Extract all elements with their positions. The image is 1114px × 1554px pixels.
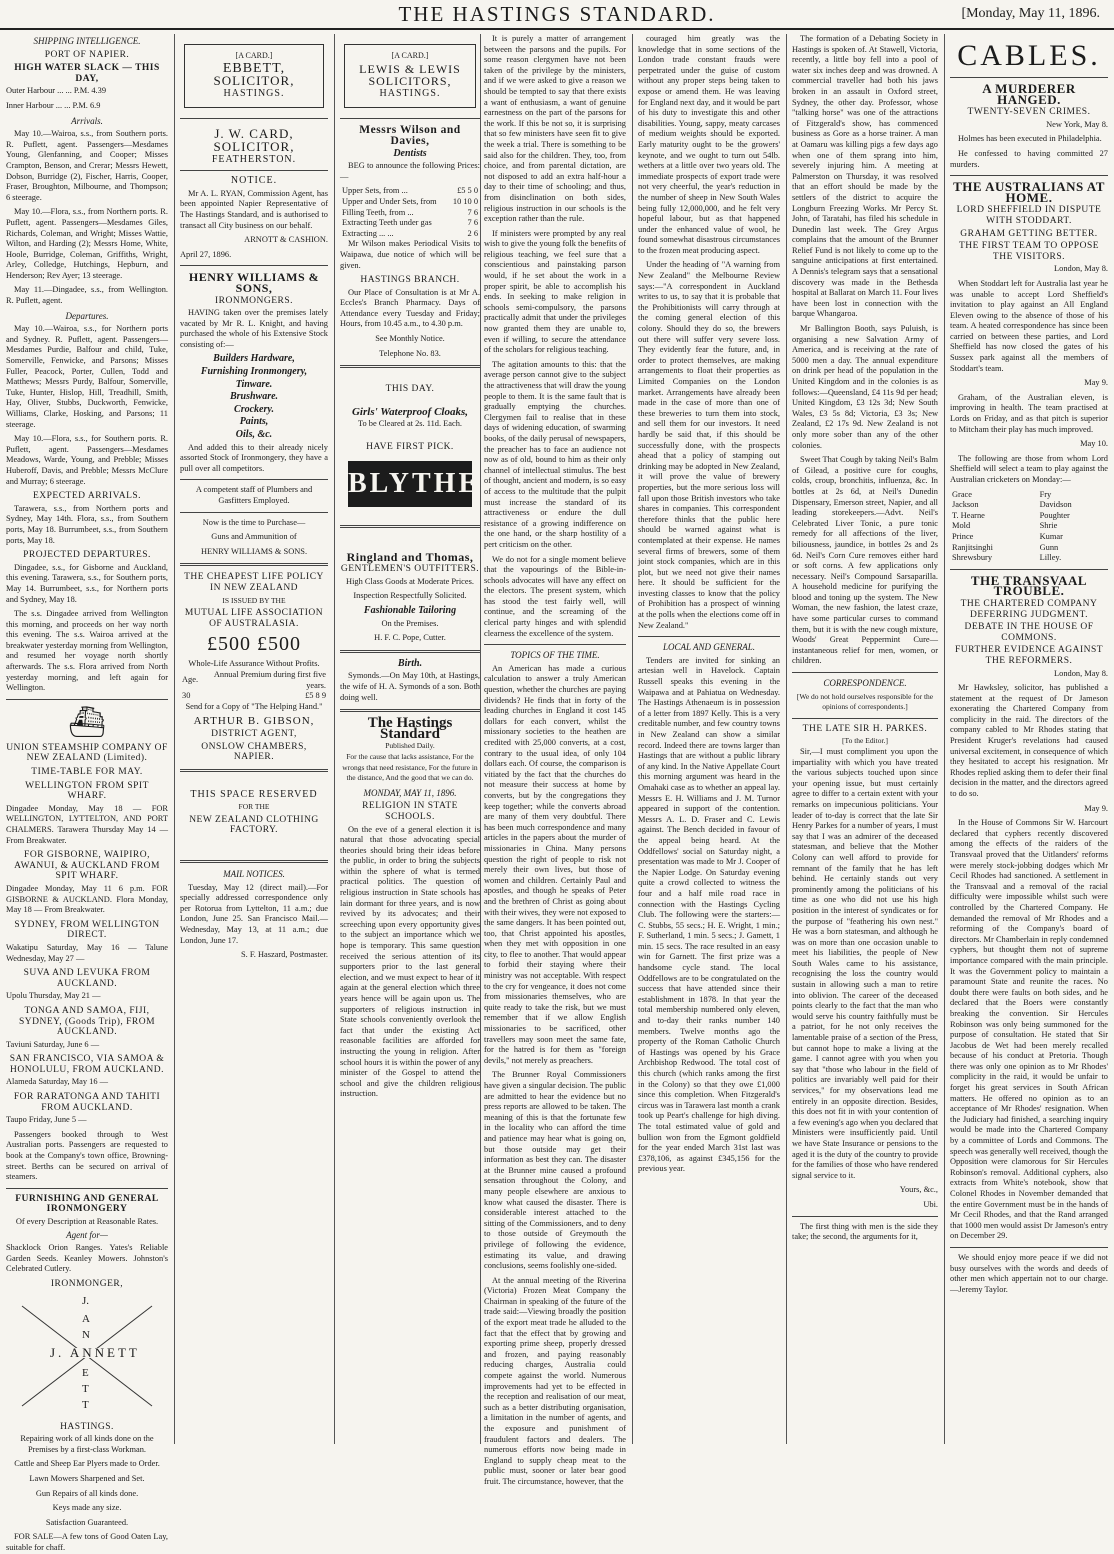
premium-table <box>180 670 328 702</box>
projected-body: Dingadee, s.s., for Gisborne and Auckland, this evening. Tarawera, s.s., for Southern ports, May 14. Burrumbeet, s.s., for Northern ports and Sydney, May 18. <box>6 562 168 604</box>
news-paragraph: Sweet That Cough by taking Neil's Balm of Gilead, a positive cure for coughs, colds, croup, bronchitis, influenza, &c. In bottles at 2s 6d, at Neil's Dunedin Dispensary, Emerson street, Napier, and all leading storekeepers.—Advt. Neil's Celebrated Liver Tonic, a pure tonic remedy for all affections of the liver, biliousness, jaundice, in bottles 2s and 2s 6d. Neil's Corn Cure removes either hard or soft corns. A few applications only necessary. Neil's Compound Sarsaparilla. A household medicine for purifying the blood and toning up the system. The New Woman, the new fashion, the latest craze, have some particular curses to command them, but it is with the new cough mixture, Woods' Great Peppermint Cure—instantaneous relief for men, women, or children. <box>792 455 938 666</box>
logo-letter: J. <box>82 1294 90 1307</box>
route-heading: SUVA AND LEVUKA FROM AUCKLAND. <box>23 968 151 989</box>
hw-guns: Guns and Ammunition of <box>211 532 297 542</box>
editorial-paragraph: We do not for a single moment believe that the vapourings of the Bible-in-schools advocates will have any effect on the electors. The present system, which has stood the test fairly well, will continue, and the screaming of the clerical party hinges and with splendid clearness the excellence of the system. <box>484 554 626 638</box>
hw-item: Builders Hardware, <box>213 353 295 365</box>
divider <box>792 1216 938 1217</box>
table-cell: £5 8 9 <box>305 691 326 701</box>
murder-heading: A MURDERER HANGED. <box>982 81 1076 107</box>
notice-date: April 27, 1896. <box>180 249 232 259</box>
divider <box>950 569 1108 570</box>
arrivals-heading: Arrivals. <box>71 115 103 126</box>
table-cell: Extracting ... ... <box>342 228 394 238</box>
divider <box>340 365 480 368</box>
correspondence-note: [We do not hold ourselves responsible for the opinions of correspondents.] <box>796 691 934 712</box>
table-cell: Upper Sets, from ... <box>342 186 408 196</box>
dentist-heading: Messrs Wilson and Davies, <box>359 124 461 147</box>
divider <box>180 479 328 480</box>
reserved-for: FOR THE <box>238 802 270 812</box>
topics-paragraph: An American has made a curious calculation to answer a truly American question, whether the churches are paying dividends? He finds that in forty of the leading churches in England it cost 145 dollars for each convert, whilst the missionary societies to the heathen are credited with 25,000 converts, at a cost, contrary to the usual idea, of only 104 dollars each. Of course, the comparison is vitiated by the fact that the churches do not measure their success at home by converts, but by the congregations they keep together; while the converts abroad are many of them very doubtful. There has been much correspondence and many articles in the papers about the murder of missionaries in China. Many persons question the right of people to risk not merely their own lives, but those of women and children. Certainly Paul and apostles, and though he speaks of Peter and the brethren of Christ as going about with their wives, they were not exposed to the same dangers. It has been pointed out, too, that Christ appointed his apostles, when they met with opposition in one city, to flee to another. That would appear to forbid their staying where their ministry was not acceptable. With respect to the cry for vengeance, it does not come from missionaries themselves, who are quite ready to take the risk, but we must remember that if we allow English missionaries to be sacrificed, other travellers may soon meet the same fate, for the hatred is for them as "foreign devils," not merely as preachers. <box>484 663 626 1065</box>
ringland-cutter: H. F. C. Pope, Cutter. <box>374 633 446 643</box>
birth-heading: Birth. <box>397 657 423 669</box>
card-place: HASTINGS. <box>379 87 441 99</box>
birth-body: Symonds.—On May 10th, at Hastings, the wife of H. A. Symonds of a son. Both doing well. <box>340 671 480 702</box>
logo-letter: N <box>82 1328 90 1341</box>
table-row <box>950 511 1108 522</box>
table-cell: 7 6 <box>467 218 478 228</box>
news-paragraph: The formation of a Debating Society in Hastings is spoken of. At Stawell, Victoria, recently, a little boy fell into a pool of water six inches deep and was drowned. A commercial traveller had both his jaws broken in an assault in Oxford street, Sydney, the other day. Professor, whose "talking horse" was one of the attractions of Fitzgerald's show, has commenced business as Gore as a horse trainer. A man at Oamaru was killing pigs a few days ago when one of them sprang into him, severely injuring him. A meeting at Palmerston on Thursday, it was resolved that an effort should be made by the settlers of the district to acquire the Longburn Freezing Works. Mr Percy St. John, of Taratahi, has filed his schedule in Dunedin last week. The Grey Argus complains that the amount of the Brunner Relief Fund is not likely to come up to the sanguine anticipations at first entertained. A Dennis's telegram says that a sensational discovery was made in the Bethesda hospital at Ballarat on March 11. Four lives have been lost in connection with the barque Whangaroa. <box>792 34 938 319</box>
furnishing-sub: Of every Description at Reasonable Rates. <box>15 1217 159 1226</box>
column-advertisements <box>176 34 332 1444</box>
agent-list: Shacklock Orion Ranges. Yates's Reliable Garden Seeds. Keanley Mowers. Johnston's Celebrated Cutlery. <box>6 1243 168 1274</box>
branch-phone: Telephone No. 83. <box>379 348 441 358</box>
card-tag: [A CARD.] <box>235 51 273 60</box>
player-name: Lilley. <box>1039 553 1062 563</box>
dateline: May 10. <box>1080 439 1108 449</box>
hw-guns-name: HENRY WILLIAMS & SONS. <box>200 546 308 556</box>
arrival-item: May 11.—Dingadee, s.s., from Wellington. R. Puflett, agent. <box>6 285 168 306</box>
section-heading: SHIPPING INTELLIGENCE. <box>33 36 141 46</box>
editorial-heading: RELIGION IN STATE SCHOOLS. <box>362 801 458 822</box>
gibson-name: ARTHUR B. GIBSON, <box>193 715 315 728</box>
cable-paragraph: In the House of Commons Sir W. Harcourt declared that cyphers recently discovered among the effects of the raiders of the Transvaal proved that the Uitlanders' reforms were merely stock-jobbing dodges which Mr Cecil Rhodes had sanctioned. A settlement in the Transvaal and a removal of the racial difficulty were impossible whilst such were controlled by the Chartered Company. He demanded the removal of Mr Rhodes and a reforming of the Company's board of directors. Mr Chamberlain in reply condemned cyphers, but thought them not of supreme importance compared with the main principle. It was the Government policy to maintain a paramount State and reunite the races. No doubt there were faults on both sides, and he declared that the Boers were constantly breaking the convention. Sir Hercules Robinson was only being summoned for the purpose of consultation. He stated that Sir Jacobus de Wet had been merely recalled because of his conduct at Pretoria. Though there was only one opinion as to Mr Rhodes' complicity in the raid, it would be unfair to forget his great services in South African matters. He offered no opinion as to an acceptance of Mr Rhodes' resignation. When the Judiciary had finished, a searching inquiry would be made into the Chartered Company by a committee of Lords and Commons. The speech was generally well received, though the Opposition were clamorous for Sir Hercules Robinson's removal. Additional cyphers, also extracts from White's notebook, show that Colonel Rhodes in November demanded that the entire Government must be in the hands of Mr Cecil Rhodes, and that the Rand arranged that 1000 men would assist Dr Jameson's entry on December 29. <box>950 818 1108 1241</box>
reserved-name: NEW ZEALAND CLOTHING FACTORY. <box>189 814 319 836</box>
letter-signature-name: Ubi. <box>923 1199 938 1209</box>
service-line: Keys made any size. <box>52 1503 122 1513</box>
dentist-subheading: Dentists <box>393 147 427 159</box>
shipping-note: The s.s. Dingadee arrived from Wellington this morning, and proceeds on her way north this evening. The s.s. Wairoa arrived at the breakwater yesterday morning from Wellington, and resumed her voyage north shortly afterwards. The s.s. Flora arrived from North yesterday morning, and left again for Wellington. <box>6 609 168 693</box>
annett-cross-logo <box>12 1296 162 1416</box>
letter-to: [To the Editor.] <box>842 736 888 746</box>
route-rows: Taupo Friday, June 5 — <box>6 1115 87 1125</box>
route-heading: FOR GISBORNE, WAIPIRO, AWANUI, & AUCKLAND FROM SPIT WHARF. <box>14 850 160 882</box>
column-advertisements-2 <box>336 34 499 1444</box>
dateline: London, May 8. <box>1054 668 1108 678</box>
ringland-body: High Class Goods at Moderate Prices. <box>346 576 474 586</box>
divider <box>792 672 938 673</box>
cable-paragraph: Graham, of the Australian eleven, is improving in health. The team practised at Lords on Friday, and as that pitch is superior to Mitcham their play has much improved. <box>950 392 1108 434</box>
player-name: Mold <box>952 521 971 531</box>
departures-heading: Departures. <box>65 310 109 321</box>
service-line: Satisfaction Guaranteed. <box>45 1517 129 1527</box>
divider <box>484 644 626 645</box>
lewis-card <box>344 44 476 108</box>
cable-paragraph: Mr Hawksley, solicitor, has published a statement at the request of Dr Jameson exonerating the Chartered Company from complicity in the raid. The directors of the company cabled to Mr Rhodes stating that President Kruger's revelations had caused universal excitement, in consequence of which they hesitated to accept his resignation. Mr Rhodes replied asking them to defer their final decision in the matter, and the directors agreed to do so. <box>950 683 1108 799</box>
transvaal-heading: THE TRANSVAAL TROUBLE. <box>970 572 1088 599</box>
news-paragraph: couraged him greatly was the knowledge that in some sections of the London trade constant frauds were perpetrated under the guise of custom without any proper steps being taken to expose or amend them. He was leaving for England next day, and it would be part of his duty to investigate this and other disabilities. Young, sappy, meaty carcases of medium weights should be exported. Early maturity ought to be the growers' keynote, and we ought to turn out 54lb. wethers at a little over two years old. The immediate prospects of export trade were not very cheerful, the year's reduction in the number of sheep in New South Wales being fully 12,000,000, and he felt very hopeful labour, but as that happened under the enhanced value of wool, he found somewhat disastrous circumstances to the frozen meat producing aspect. <box>638 34 780 255</box>
card-tag: [A CARD.] <box>391 51 429 60</box>
column-editorial <box>480 34 630 1486</box>
expected-heading: EXPECTED ARRIVALS. <box>32 491 142 502</box>
dateline: London, May 8. <box>1054 264 1108 274</box>
dateline: May 9. <box>1084 378 1108 388</box>
departure-item: May 10.—Flora, s.s., for Southern ports. R. Puflett, agent. Passengers—Mesdames Meadows, Warde, Young, and Prebble; Misses Huberoff, Davis, and Prebble; Messrs McClure and Murray; 6 steerage. <box>6 434 168 486</box>
hw-item: Tinware. <box>235 378 273 390</box>
reserved-heading: THIS SPACE RESERVED <box>190 788 318 800</box>
table-row <box>950 543 1108 554</box>
life-company: MUTUAL LIFE ASSOCIATION OF AUSTRALASIA. <box>184 608 324 629</box>
editorial-body: On the eve of a general election it is natural that those advocating special theories should bring their ideas before the public, in order to bring the subjects within the sphere of what is termed practical politics. The question of religious instruction in State schools has lain dormant for three years, and is now revived by its advocates; and their screeching upon every opportunity gives to the subject an importance which we hope is temporary. This same question received the serious attention of its supporters prior to the last general election, and we must expect to hear of it again at the general election which three years hence will be again upon us. The supporters of religious instruction in State schools conveniently overlook the fact that under the existing Act reasonable facilities are afforded for instructing the young in religion. After school hours it is within the power of any minister of the Gospel to attend the school and give the children religious instruction. <box>340 824 480 1099</box>
dateline: May 9. <box>1084 803 1108 813</box>
table-cell: Extracting Teeth under gas <box>342 218 432 228</box>
table-cell: Filling Teeth, from ... <box>342 207 414 217</box>
notice-heading: NOTICE. <box>230 175 278 187</box>
section-subheading: PORT OF NAPIER. <box>44 49 130 60</box>
gibson-role: DISTRICT AGENT, <box>211 728 297 739</box>
column-cables <box>946 34 1112 1444</box>
logo-letter: T <box>82 1382 89 1395</box>
divider <box>950 1247 1108 1248</box>
player-name: Ranjitsinghi <box>952 542 993 552</box>
route-rows: Dingadee Monday, May 18 — FOR WELLINGTON, LYTTELTON, AND PORT CHALMERS. Tarawera Thursday May 14 — From Breakwater. <box>6 803 168 845</box>
tide-outer: Outer Harbour ... ... P.M. 4.39 <box>6 86 107 96</box>
table-row <box>340 218 480 229</box>
ringland-premises: On the Premises. <box>381 618 439 628</box>
card-name: J. W. CARD, <box>214 126 294 142</box>
divider <box>180 512 328 513</box>
card-name: LEWIS & LEWIS <box>359 61 461 76</box>
transvaal-sub: DEBATE IN THE HOUSE OF COMMONS. <box>964 622 1094 643</box>
service-line: Cattle and Sheep Ear Plyers made to Order. <box>14 1459 160 1469</box>
life-send: Send for a Copy of "The Helping Hand." <box>185 701 323 711</box>
route-rows: Taviuni Saturday, June 6 — <box>6 1039 100 1049</box>
hw-item: Oils, &c. <box>235 429 273 441</box>
local-paragraph: Tenders are invited for sinking an artesian well in Havelock. Captain Russell speaks this evening in the Waipawa and at Pahiatua on Wednesday. The Hastings Athenaeum is in possession of a letter from 1897 Kelly. This is a very creditable number, and few country towns in New Zealand can show a similar record. Indeed there are towns larger than Hastings that are without a public library of any kind. In the Native Appellate Court this morning argument was heard in the Omahaki case as to whether an appeal lay. Messrs E. H. Williams and J. M. Turnor appeared in support of the contention. Messrs A. L. D. Fraser and C. Lewis against. The Bench decided in favour of the appeal being heard. At the Oddfellows' social on Saturday night, a presentation was made to Mr J. Cooper of the Napier Lodge. On Saturday evening quite a crowd collected to witness the four and a half mile road race in connection with the Hastings Cycling Club. The following were the starters:—C. Stubbs, 55 secs.; H. E. Wright, 1 min.; F. Sutherland, 1 min. 5 secs.; J. Gamett, 1 min. 15 secs. The race resulted in an easy win for Garnett. The first prize was a handsome cycle stand. The local Oddfellows are to be congratulated on the success that have attended since their establishment in 1878. In that year the total membership numbered only eleven, and to-day their ranks number 140 members. Twelve months ago the property of the Roman Catholic Church of Hastings was opened by his Grace Archbishop Redwood. The total cost of this church (which ranks among the first in the Colony) so that they owe £1,000 since this completion. When Fitzgerald's circus was in Tarawera last month a crank took up Peart's challenge for high diving. The total estimated value of gold and bullion won from the Egmont goldfield for the year ended March 31st last was £378,106, as against £345,156 for the previous year. <box>638 655 780 1174</box>
thisday-heading: THIS DAY. <box>385 384 435 395</box>
furnishing-heading: FURNISHING AND GENERAL IRONMONGERY <box>15 1193 159 1215</box>
table-row <box>950 490 1108 501</box>
australians-sub: GRAHAM GETTING BETTER. <box>960 228 1098 239</box>
column-rule <box>334 34 335 1444</box>
branch-body: Our Place of Consultation is at Mr A. Eccles's Branch Pharmacy. Days of Attendance every Tuesday and Friday; Hours, from 10.45 a.m., to 4.30 p.m. <box>340 287 480 329</box>
ironmonger-heading: IRONMONGER, <box>50 1278 124 1289</box>
have-first-pick: HAVE FIRST PICK. <box>366 442 454 453</box>
australians-sub: LORD SHEFFIELD IN DISPUTE WITH STODDART. <box>956 205 1102 226</box>
hw-body: HAVING taken over the premises lately vacated by Mr R. L. Knight, and having purchased the whole of his Extensive Stock consisting of:— <box>180 308 328 349</box>
column-shipping <box>2 34 172 1552</box>
cable-paragraph: The following are those from whom Lord Sheffield will select a team to play against the Australian cricketers on Monday:— <box>950 453 1108 484</box>
australians-sub: THE FIRST TEAM TO OPPOSE THE VISITORS. <box>958 241 1100 262</box>
branch-monthly: See Monthly Notice. <box>375 334 445 344</box>
route-rows: Wakatipu Saturday, May 16 — Talune Wednesday, May 27 — <box>6 942 168 963</box>
player-name: Shrie <box>1039 521 1058 531</box>
divider <box>950 175 1108 176</box>
divider <box>950 77 1108 78</box>
union-note: Passengers booked through to West Australian ports. Passengers are requested to book at the Company's town office, Browning-street. Berths can be secured on arrival of steamers. <box>6 1129 168 1182</box>
branch-heading: HASTINGS BRANCH. <box>360 275 460 286</box>
notice-body: Mr A. L. RYAN, Commission Agent, has been appointed Napier Representative of The Hastings Standard, and is authorised to transact all City business on our behalf. <box>180 188 328 230</box>
table-row <box>950 521 1108 532</box>
hw-item: Paints, <box>239 416 269 428</box>
ringland-sub: GENTLEMEN'S OUTFITTERS. <box>340 564 480 575</box>
table-row <box>340 197 480 208</box>
service-line: Lawn Mowers Sharpened and Set. <box>29 1473 145 1483</box>
tide-inner: Inner Harbour ... ... P.M. 6.9 <box>6 100 101 110</box>
hw-added: And added this to their already nicely assorted Stock of Ironmongery, they have a pull over all competitors. <box>180 442 328 473</box>
divider <box>340 525 480 528</box>
column-news <box>634 34 784 1444</box>
route-heading: WELLINGTON FROM SPIT WHARF. <box>25 780 149 802</box>
blythes-logo: BLYTHES <box>348 461 472 507</box>
ebbett-card <box>184 44 324 108</box>
divider <box>6 1188 168 1189</box>
news-paragraph: Under the heading of "A warning from New Zealand" the Melbourne Review says:—"A correspondent in Auckland writes to us, to say that it is probable that the Prohibitionists will carry through at the coming general election of this colony. Should they do so, the brewers out there will suffer very severe loss. They evidently fear the future, and, in order to protect themselves, are making arrangements to float their properties as Limited Companies on the London market. Arrangements have already been made in the case of more than one of these breweries to turn them into stock, and sell them for our investors. It need hardly be said that, if this should be successfully done, with the prospects ahead that a policy of stamping out drinking may be adopted in New Zealand, it will prove the value of brewery properties, but the more serious loss will fall upon those British investors who take shares in companies. This correspondent therefore thinks that the public here should be warned against what is contemplated at their expense. He names several firms of brewers, some of them joint stock companies, which are in this plot, but we need not give their names here. It should be sufficient for the investing classes to know that the policy of Prohibition has a prospect of winning at the polls when the elections come off in New Zealand." <box>638 260 780 630</box>
player-name: Gunn <box>1039 542 1059 552</box>
ringland-inspect: Inspection Respectfully Solicited. <box>353 591 467 601</box>
service-line: Repairing work of all kinds done on the Premises by a first-class Workman. <box>20 1434 154 1454</box>
player-name: Kumar <box>1039 531 1063 541</box>
divider <box>180 170 328 171</box>
hw-now: Now is the time to Purchase— <box>202 517 306 527</box>
table-cell: Upper and Under Sets, from <box>342 196 437 206</box>
hastings-label: HASTINGS. <box>60 1421 114 1432</box>
projected-heading: PROJECTED DEPARTURES. <box>23 550 151 561</box>
divider <box>340 709 480 712</box>
player-name: T. Hearne <box>952 510 985 520</box>
hw-item: Brushware. <box>229 391 279 403</box>
table-header: Annual Premium during first five years. <box>213 669 326 690</box>
newspaper-title: THE HASTINGS STANDARD. <box>398 2 716 26</box>
local-heading: LOCAL AND GENERAL. <box>663 642 755 653</box>
closing-quote: We should enjoy more peace if we did not busy ourselves with the words and deeds of other men which appertain not to our charge.—Jeremy Taylor. <box>950 1252 1108 1294</box>
union-heading: UNION STEAMSHIP COMPANY OF NEW ZEALAND (Limited). <box>6 742 168 764</box>
card-role: SOLICITOR, <box>213 138 295 154</box>
table-row <box>340 229 480 240</box>
dentist-note: Mr Wilson makes Periodical Visits to Waipawa, due notice of which will be given. <box>340 239 480 270</box>
topics-paragraph: The Brunner Royal Commissioners have given a singular decision. The public are admitted to hear the evidence but no press reports are allowed to be taken. The meaning of this is that the fortunate few in the locality who can afford the time and patience may hear what is going on, but those outside may get their information as best they can. The disaster at the Brunner mine caused a profound sensation throughout the Colony, and many people elsewhere are anxious to know what caused the disaster. There is considerable interest attached to the sitting of the Commissioners, and to deny to those outside of Greymouth the privilege of following the evidence, estimating its value, and drawing conclusions, seems foolishly one-sided. <box>484 1070 626 1271</box>
divider <box>180 860 328 863</box>
dentist-price-table <box>340 186 480 239</box>
table-row <box>340 186 480 197</box>
cable-paragraph: Holmes has been executed in Philadelphia. <box>958 134 1102 144</box>
life-amount: £500 £500 <box>207 633 301 656</box>
expected-body: Tarawera, s.s., from Northern ports and Sydney, May 14th. Flora, s.s., from Southern ports, May 18. Burrumbeet, s.s., from Southern ports, May 18. <box>6 503 168 545</box>
tide-heading: HIGH WATER SLACK — THIS DAY, <box>14 63 160 84</box>
table-row <box>340 208 480 219</box>
logo-letter: E <box>82 1366 89 1379</box>
divider <box>180 563 328 566</box>
hw-item: Crockery. <box>234 403 274 415</box>
player-name: Grace <box>952 489 972 499</box>
table-header: Age. <box>182 675 199 685</box>
column-general <box>788 34 942 1444</box>
australians-heading: THE AUSTRALIANS AT HOME. <box>953 179 1105 205</box>
editorial-paragraph: The agitation amounts to this: that the average person cannot give to the subject the attractiveness that will draw the young people to them. It is the same fault that is gradually emptying the churches. Clergymen fail to realise that in these days of widening education, of swarming books, of the daily perusal of newspapers, the preacher has to face an audience not now as of old, bound to him as their only channel of intellectual stimulus. The best of thought, ancient and modern, is so easy of access to the multitude that the pulpit must increase the standard of its attractiveness or endure the dull resistance of a growing indifference on the one hand, or the sharp hostility of a pert criticism on the other. <box>484 359 626 549</box>
route-heading: SYDNEY, FROM WELLINGTON DIRECT. <box>14 919 160 941</box>
divider <box>6 699 168 700</box>
logo-letter: T <box>82 1398 89 1411</box>
player-name: Poughter <box>1039 510 1070 520</box>
ringland-heading: Ringland and Thomas, <box>346 549 474 564</box>
column-rule <box>632 34 633 1444</box>
letter-signature: Yours, &c., <box>899 1185 938 1195</box>
column-rule <box>174 34 175 1444</box>
life-heading: THE CHEAPEST LIFE POLICY IN NEW ZEALAND <box>184 572 324 593</box>
correspondence-heading: CORRESPONDENCE. <box>823 678 907 689</box>
transvaal-sub: THE CHARTERED COMPANY DEFERRING JUDGMENT. <box>960 598 1098 620</box>
murder-subheading: TWENTY-SEVEN CRIMES. <box>967 107 1091 118</box>
news-paragraph: Mr Ballington Booth, says Puluish, is organising a new Salvation Army of America, and is receiving at the rate of 5000 men a day. The annual expenditure on drink per head of the population in the United Kingdom and in the colonies is as follows:—Queensland, £4 11s 9d per head; United Kingdom, £3 12s 3d; New South Wales, £3 5s 8d; Victoria, £3 3s; New Zealand, £2 17s 9d. New Zealand is not only more sober than any of the other colonies. <box>792 324 938 450</box>
timetable-heading: TIME-TABLE FOR MAY. <box>31 767 143 778</box>
masthead <box>0 0 1114 30</box>
table-row <box>950 532 1108 543</box>
gibson-place: ONSLOW CHAMBERS, NAPIER. <box>201 741 307 763</box>
mail-body: Tuesday, May 12 (direct mail).—For specially addressed correspondence only per Rotorua from Lyttelton, 11 a.m.; due London, June 25. San Francisco Mail.—Wednesday, May 13, at 11 a.m.; due London, June 17. <box>180 882 328 945</box>
editorial-paragraph: If ministers were prompted by any real wish to give the young folk the benefits of religious teaching, we feel sure that a conscientious and painstaking parson would, if he set about the work in a proper spirit, be able to accomplish his ends. In seeking to make religion in schools semi-compulsory, the parsons practically admit that under the privileges now granted them they are unable to, even if willing, to secure the attendance of the scholars for religious teaching. <box>484 228 626 355</box>
hw-staff: A competent staff of Plumbers and Gasfitters Employed. <box>195 485 313 505</box>
player-name: Jackson <box>952 500 979 510</box>
hw-subheading: IRONMONGERS. <box>214 295 294 306</box>
player-name: Shrewsbury <box>952 553 993 563</box>
paper-motto: For the cause that lacks assistance, For the wrongs that need resistance, For the future in the distance, And the good that we can do. <box>342 751 478 783</box>
route-heading: SAN FRANCISCO, VIA SAMOA & HONOLULU, FROM AUCKLAND. <box>9 1054 165 1075</box>
hw-item: Furnishing Ironmongery, <box>200 366 308 378</box>
player-name: Prince <box>952 531 974 541</box>
logo-name: J. ANNETT <box>50 1344 140 1360</box>
cable-paragraph: He confessed to having committed 27 murders. <box>950 148 1108 169</box>
service-line: Gun Repairs of all kinds done. <box>35 1488 139 1498</box>
agent-heading: Agent for— <box>66 1229 108 1240</box>
paper-daily: Published Daily. <box>385 741 435 751</box>
table-row <box>950 553 1108 564</box>
cloaks-heading: Girls' Waterproof Cloaks, <box>351 405 469 418</box>
card-role: SOLICITORS, <box>368 74 452 89</box>
life-issued: IS ISSUED BY THE <box>222 595 286 605</box>
letter-heading: THE LATE SIR H. PARKES. <box>802 723 928 734</box>
dateline: New York, May 8. <box>1046 119 1108 129</box>
divider <box>638 636 780 637</box>
transvaal-sub: FURTHER EVIDENCE AGAINST THE REFORMERS. <box>954 645 1104 666</box>
column-rule <box>786 34 787 1444</box>
divider <box>792 718 938 719</box>
table-row <box>180 691 328 702</box>
editorial-paragraph: It is purely a matter of arrangement between the parsons and the pupils. For some reason clergymen have not been taken of the privilege by the ministers, and if we were asked to give a reason we should be tempted to say that there exists a want of enthusiasm, a want of genuine earnestness on the part of the parsons for the work. If this be not so, it is surprising that so few ministers have seen fit to give the week a trial. There is something to be said also for the children. They, too, from choice, and from parental dictation, are not disposed to add an extra half-hour a day to their time of schooling; and thus, from disinclination on both sides, religious instruction in our schools is the exception rather than the rule. <box>484 34 626 224</box>
for-sale-notice: FOR SALE—A few tons of Good Oaten Lay, suitable for chaff. <box>6 1532 168 1552</box>
editorial-date: MONDAY, MAY 11, 1896. <box>363 787 457 798</box>
divider <box>180 769 328 772</box>
table-row <box>180 670 328 691</box>
card-place: FEATHERSTON. <box>211 153 297 165</box>
topics-paragraph: At the annual meeting of the Riverina (Victoria) Frozen Meat Company the Chairman in speaking of the future of the trade said:—Viewing broadly the position of the export meat trade he alluded to the fact that the effect that by growing and exporting prime sheep, properly dressed and frozen, and paying reasonably reducing charges, Australia could compete against the world. Numerous improvements had yet to be effected in the reception and realisation of our meat, such as a better distributing organisation, a limitation in the number of agents, and the exposure and punishment of fraudulent factors and dealers. The numerous efforts now being made in England to supply cheap meat to the public must, sooner or later bear good fruit. The circumstance, however, that the <box>484 1275 626 1486</box>
steamship-icon: ⛴ <box>67 705 107 739</box>
arrival-item: May 10.—Flora, s.s., from Northern ports. R. Puflett, agent. Passengers—Mesdames Giles, Richards, Coleman, and Wright; Misses Wattie, Wilton, and Harding (2); Messrs Home, White, Hoole, Burridge, Coleman, Griffiths, Wright, Arley, Colledge, Hutchings, Hepburn, and Henderson; Rev Ayer; 13 steerage. <box>6 207 168 280</box>
table-row <box>950 500 1108 511</box>
mail-heading: MAIL NOTICES. <box>223 869 285 880</box>
divider <box>340 118 480 119</box>
route-heading: FOR RARATONGA AND TAHITI FROM AUCKLAND. <box>13 1092 161 1113</box>
table-cell: 7 6 <box>467 207 478 217</box>
paper-nameplate: The Hastings Standard <box>367 715 453 742</box>
players-table <box>950 490 1108 564</box>
topics-heading: TOPICS OF THE TIME. <box>510 650 600 661</box>
mail-signature: S. F. Haszard, Postmaster. <box>240 950 328 960</box>
letter-body: Sir,—I must compliment you upon the impartiality with which you have treated the various subjects touched upon since your opening issue, but must certainly agree to differ to a certain extent with your remarks on impecunious politicians. Your leader of to-day is correct that the late Sir Henry Parkes for a number of years, I must say that I was an admirer of the deceased statesman, and believe that the Mother Colony can well afford to provide for remnant of the family that he has left behind. He certainly stands out very prominently among the politicians of his time as one who did not use his high position in the interest of syndicates or for the purpose of "feathering his own nest." He was a born statesman, and although he was on more than one occasion unable to meet his liabilities, the people of New South Wales came to his assistance, recognising the loss the country would sustain in allowing such a man to retire into oblivion. The career of the deceased points clearly to the fact that the man who would serve his country faithfully must be a patriot, for he not only receives the lamentable praise of a section of the Press, but cannot hope to make a living at the game. I cannot agree with you when you say that "those who labour in the field of politics are invariably well paid for their services," for my observations lead me entirely in an opposite direction. Besides, this does not fit in with your contention of a few evening's ago when you declared that Ministers were insufficiently paid. Until we have State Insurance or pensions to the aged it is the duty of the country to provide for the families of those who have rendered signal service to it. <box>792 747 938 1180</box>
route-rows: Upolu Thursday, May 21 — <box>6 991 101 1001</box>
table-cell: 10 10 0 <box>452 196 478 206</box>
arrival-item: May 10.—Wairoa, s.s., from Southern ports. R. Puflett, agent. Passengers—Mesdames Young, Glenfanning, and Cooper; Misses Crampton, Benson, and Crerar; Messrs Hewett, Dobson, Burridge (2), Fischer, Harris, Cooper, Fraser, Broughton, Milbourne, and Thompson; 6 steerage. <box>6 129 168 202</box>
route-heading: TONGA AND SAMOA, FIJI, SYDNEY, (Goods Trip), FROM AUCKLAND. <box>18 1005 156 1038</box>
dentist-body: BEG to announce the following Prices:— <box>340 161 480 181</box>
column-rule <box>944 34 945 1444</box>
route-rows: Dingadee Monday, May 11 6 p.m. FOR GISBORNE & AUCKLAND. Flora Monday, May 18 — From Breakwater. <box>6 883 168 915</box>
cloaks-body: To be Cleared at 2s. 11d. Each. <box>358 419 462 429</box>
departure-item: May 10.—Wairoa, s.s., for Northern ports and Sydney. R. Puflett, agent. Passengers—Mesdames Purdie, Balfour and child, Tuke, Somerville, Fenwicke, and Parsons; Misses Fuller, Peacock, Porter, Cullen, Todd and Matthews; Messrs Purdy, Balfour, Somerville, Tuke, Hunter, Hislop, Hill, Treadhill, Smith, Hay, Oliver, Stubbs, Duckworth, Fenwicke, Williams, Clarke, Hosking, and Parsons; 11 steerage. <box>6 324 168 429</box>
table-cell: 2 6 <box>467 228 478 238</box>
divider <box>340 650 480 653</box>
ringland-tailoring: Fashionable Tailoring <box>363 605 457 616</box>
cable-paragraph: When Stoddart left for Australia last year he was unable to accept Lord Sheffield's invitation to play against an All England Eleven owing to the absence of those of his team. A heated correspondence has since been carried on between these parties, and Lord Sheffield has now closed the gates of his Sussex park against all the members of Stoddart's team. <box>950 278 1108 373</box>
route-rows: Alameda Saturday, May 16 — <box>6 1077 109 1087</box>
card-place: HASTINGS. <box>223 87 285 99</box>
divider <box>180 118 328 119</box>
player-name: Davidson <box>1039 500 1072 510</box>
player-name: Fry <box>1039 489 1052 499</box>
divider <box>180 265 328 266</box>
card-name: EBBETT, <box>222 60 286 76</box>
issue-date: [Monday, May 11, 1896. <box>961 6 1100 21</box>
table-cell: 30 <box>182 691 191 701</box>
logo-letter: A <box>82 1312 90 1325</box>
card-role: SOLICITOR, <box>213 73 295 89</box>
notice-signature: ARNOTT & CASHION. <box>244 235 328 245</box>
closing-quote: The first thing with men is the side they take; the second, the arguments for it, <box>792 1221 938 1242</box>
life-sub: Whole-Life Assurance Without Profits. <box>188 659 320 669</box>
hw-heading: HENRY WILLIAMS & SONS, <box>188 270 320 295</box>
table-cell: £5 5 0 <box>457 186 478 196</box>
cables-heading: CABLES. <box>957 39 1101 72</box>
